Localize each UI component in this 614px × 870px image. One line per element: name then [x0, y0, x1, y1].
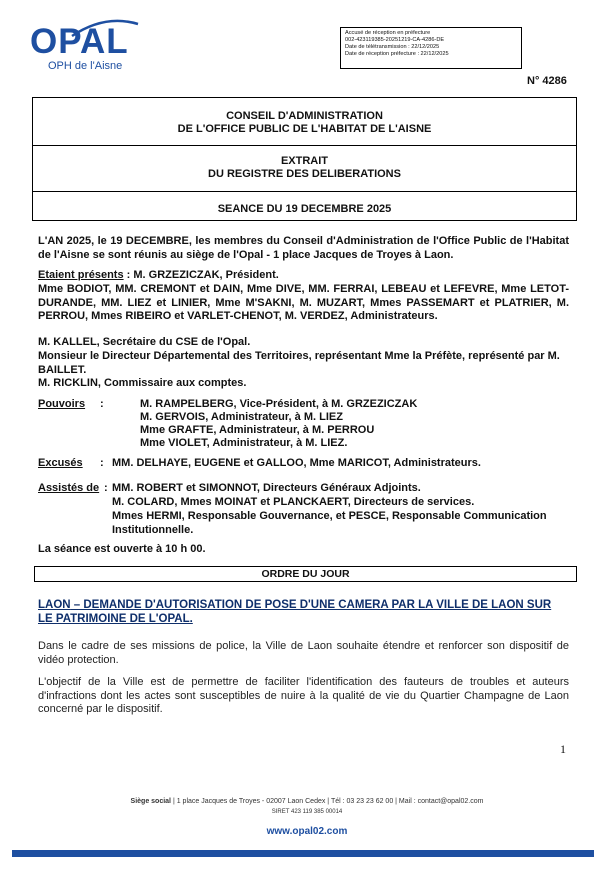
- assistes-colon: :: [104, 482, 108, 494]
- title-line-1: CONSEIL D'ADMINISTRATION: [226, 110, 383, 122]
- divider: [33, 191, 576, 192]
- agenda-subject: [38, 598, 569, 626]
- stamp-line: Date de réception préfecture : 22/12/2025: [345, 51, 449, 57]
- excuses-colon: :: [100, 457, 104, 469]
- logo-subtitle: OPH de l'Aisne: [48, 60, 123, 72]
- assiste-item: MM. ROBERT et SIMONNOT, Directeurs Généraux Adjoints.: [112, 482, 421, 494]
- paragraph: L'objectif de la Ville est de permettre de faciliter l'identification des fauteurs de troubles et auteurs d'infractions dont les actes sont susceptibles de nuire à la qualité de vie du Quartier Champagne de Laon concerné par le dispositif.: [38, 676, 569, 715]
- presents-label: Etaient présents: [38, 269, 124, 281]
- presents-list: Mme BODIOT, MM. CREMONT et DAIN, Mme DIVE, MM. FERRAI, LEBEAU et LEFEVRE, Mme LETOT-DURANDE, MM. LIEZ et LINIER, Mme M'SAKNI, M. MUZART, Mmes PASSEMART et PLATRIER, M. PERROU, Mmes RIBEIRO et VARLET-CHENOT, M. VERDEZ, Administrateurs.: [38, 283, 569, 322]
- subject-title: – DEMANDE D'AUTORISATION DE POSE D'UNE CAMERA PAR LA VILLE DE LAON SUR LE PATRIMOINE DE L'OPAL.: [38, 599, 552, 625]
- auditor: M. RICKLIN, Commissaire aux comptes.: [38, 377, 247, 389]
- assiste-item: M. COLARD, Mmes MOINAT et PLANCKAERT, Directeurs de services.: [112, 496, 475, 508]
- document-number: N° 4286: [527, 75, 567, 87]
- logo-brand: OPAL: [30, 22, 129, 61]
- opal-logo: [30, 24, 142, 74]
- cse-secretary: M. KALLEL, Secrétaire du CSE de l'Opal.: [38, 336, 251, 348]
- prefecture-stamp: [340, 27, 522, 69]
- intro-paragraph: L'AN 2025, le 19 DECEMBRE, les membres du Conseil d'Administration de l'Office Public de l'Habitat de l'Aisne se sont réunis au siège de l'Opal - 1 place Jacques de Troyes à Laon.: [38, 235, 569, 261]
- footer-address: [0, 798, 614, 805]
- pouvoir-item: Mme VIOLET, Administrateur, à M. LIEZ.: [140, 437, 348, 449]
- stamp-line: 002-423119385-20251219-CA-4286-DE: [345, 37, 445, 43]
- prefecture-representative: Monsieur le Directeur Départemental des Territoires, représentant Mme la Préfète, représenté par M. BAILLET.: [38, 350, 560, 376]
- footer-siret: SIRET 423 119 385 00014: [271, 809, 343, 815]
- pouvoirs-colon: :: [100, 398, 104, 410]
- extrait-label: EXTRAIT: [280, 155, 329, 167]
- stamp-line: Accusé de réception en préfecture: [345, 30, 431, 36]
- divider: [33, 145, 576, 146]
- pouvoir-item: M. RAMPELBERG, Vice-Président, à M. GRZEZICZAK: [140, 398, 418, 410]
- ordre-du-jour: ORDRE DU JOUR: [34, 566, 577, 582]
- assiste-item: Mmes HERMI, Responsable Gouvernance, et PESCE, Responsable Communication Institutionnelle.: [112, 510, 547, 536]
- footer-bar: [12, 850, 594, 857]
- siege-label: Siège social: [130, 798, 171, 805]
- excuses-list: MM. DELHAYE, EUGENE et GALLOO, Mme MARICOT, Administrateurs.: [112, 457, 481, 469]
- seance-ouverte: La séance est ouverte à 10 h 00.: [38, 543, 206, 555]
- excuses-label: Excusés: [38, 457, 83, 469]
- seance-date: SEANCE DU 19 DECEMBRE 2025: [217, 203, 392, 215]
- pouvoir-item: Mme GRAFTE, Administrateur, à M. PERROU: [140, 424, 375, 436]
- subject-place: LAON: [38, 599, 71, 611]
- presents-block: [38, 269, 569, 283]
- registre-label: DU REGISTRE DES DELIBERATIONS: [208, 168, 401, 180]
- title-line-2: DE L'OFFICE PUBLIC DE L'HABITAT DE L'AISNE: [177, 123, 432, 135]
- pouvoir-item: M. GERVOIS, Administrateur, à M. LIEZ: [140, 411, 343, 423]
- assistes-label: Assistés de: [38, 482, 100, 494]
- page-number: 1: [560, 742, 566, 756]
- website-link[interactable]: www.opal02.com: [266, 826, 348, 837]
- siege-text: | 1 place Jacques de Troyes - 02007 Laon Cedex | Tél : 03 23 23 62 00 | Mail : contact@opal02.com: [171, 798, 484, 805]
- paragraph: Dans le cadre de ses missions de police, la Ville de Laon souhaite étendre et renforcer son dispositif de vidéo protection.: [38, 640, 569, 666]
- stamp-line: Date de télétransmission : 22/12/2025: [345, 44, 440, 50]
- pouvoirs-label: Pouvoirs: [38, 398, 86, 410]
- logo-swoosh-icon: [70, 18, 140, 38]
- header-box: [32, 97, 577, 221]
- presents-president: : M. GRZEZICZAK, Président.: [126, 269, 279, 281]
